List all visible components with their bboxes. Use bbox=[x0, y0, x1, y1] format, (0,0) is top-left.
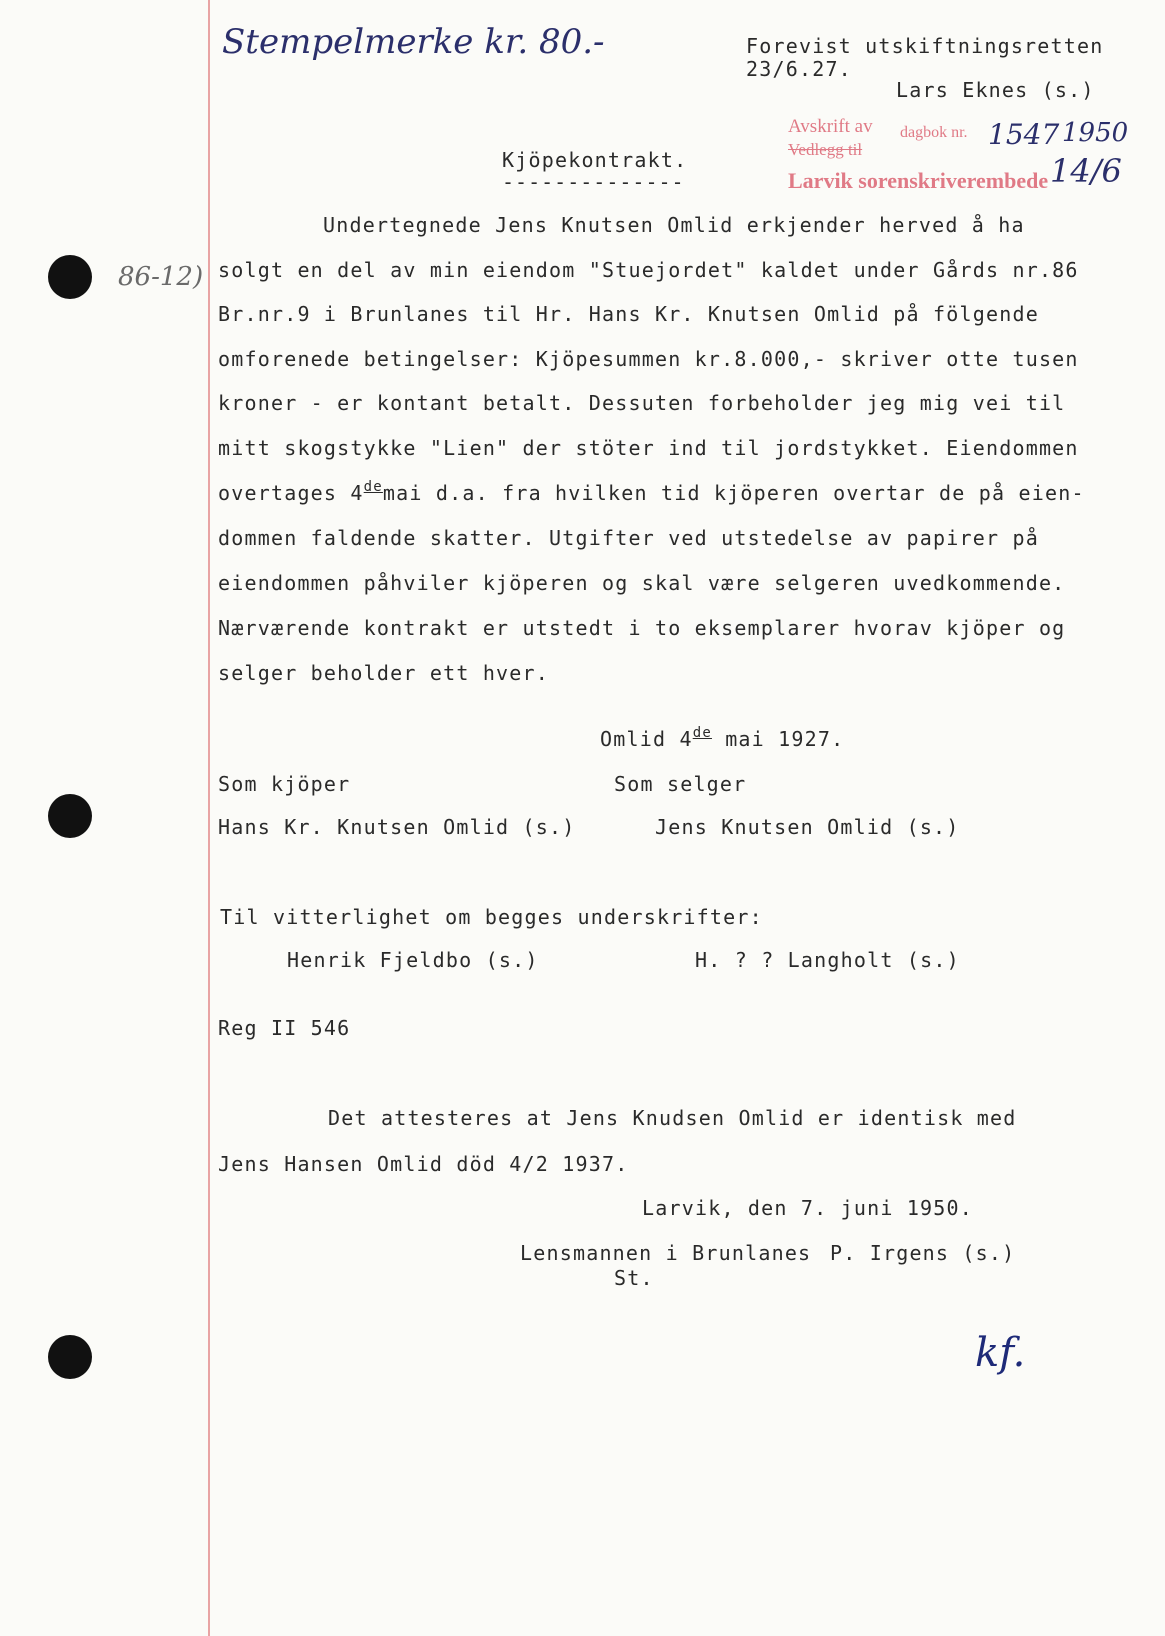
stamp-date: 14/6 bbox=[1050, 152, 1122, 190]
punch-hole-middle bbox=[48, 794, 92, 838]
body-line-10: Nærværende kontrakt er utstedt i to eksemplarer hvorav kjöper og bbox=[218, 616, 1066, 640]
body-line-9: eiendommen påhviler kjöperen og skal være selgeren uvedkommende. bbox=[218, 571, 1066, 595]
body-line-5: kroner - er kontant betalt. Dessuten forbeholder jeg mig vei til bbox=[218, 391, 1066, 415]
seller-name: Jens Knutsen Omlid (s.) bbox=[655, 815, 960, 839]
stamp-vedlegg-til: Vedlegg til bbox=[788, 140, 863, 159]
body-line-6: mitt skogstykke "Lien" der stöter ind til jordstykket. Eiendommen bbox=[218, 436, 1079, 460]
body-line-11: selger beholder ett hver. bbox=[218, 661, 550, 685]
lensmann: Lensmannen i Brunlanes bbox=[520, 1241, 812, 1265]
stamp-year: 1950 bbox=[1062, 118, 1129, 148]
registration: Reg II 546 bbox=[218, 1016, 351, 1040]
stamp-dagbok-number: 1547 bbox=[988, 118, 1060, 151]
body-line-2: solgt en del av min eiendom "Stuejordet" kaldet under Gårds nr.86 bbox=[218, 258, 1079, 282]
witness-label: Til vitterlighet om begges underskrifter: bbox=[220, 905, 763, 929]
document-title: Kjöpekontrakt. bbox=[502, 148, 688, 172]
witness-1: Henrik Fjeldbo (s.) bbox=[287, 948, 539, 972]
body-line-3: Br.nr.9 i Brunlanes til Hr. Hans Kr. Knutsen Omlid på fölgende bbox=[218, 302, 1039, 326]
lensmann-signature: P. Irgens (s.) bbox=[830, 1241, 1016, 1265]
margin-rule bbox=[208, 0, 210, 1636]
st-abbrev: St. bbox=[614, 1266, 654, 1290]
margin-note: 86-12) bbox=[118, 262, 204, 292]
punch-hole-top bbox=[48, 255, 92, 299]
forevist-line-2: 23/6.27. bbox=[746, 57, 852, 81]
punch-hole-bottom bbox=[48, 1335, 92, 1379]
forevist-name: Lars Eknes (s.) bbox=[896, 78, 1095, 102]
body-line-7: overtages 4demai d.a. fra hvilken tid kjöperen overtar de på eien- bbox=[218, 479, 1085, 505]
body-line-1: Undertegnede Jens Knutsen Omlid erkjender herved å ha bbox=[323, 213, 1025, 237]
attest-line-2: Jens Hansen Omlid död 4/2 1937. bbox=[218, 1152, 629, 1176]
place-date: Omlid 4de mai 1927. bbox=[600, 725, 845, 751]
buyer-name: Hans Kr. Knutsen Omlid (s.) bbox=[218, 815, 576, 839]
body-line-8: dommen faldende skatter. Utgifter ved utstedelse av papirer på bbox=[218, 526, 1039, 550]
attest-line-1: Det attesteres at Jens Knudsen Omlid er identisk med bbox=[328, 1106, 1017, 1130]
initials-signature: kf. bbox=[975, 1330, 1026, 1376]
attest-place-date: Larvik, den 7. juni 1950. bbox=[642, 1196, 974, 1220]
forevist-line-1: Forevist utskiftningsretten bbox=[746, 34, 1104, 58]
witness-2: H. ? ? Langholt (s.) bbox=[695, 948, 960, 972]
stamp-office: Larvik sorenskriverembede bbox=[788, 168, 1049, 193]
handwritten-stamp-note: Stempelmerke kr. 80.- bbox=[222, 22, 605, 62]
body-line-4: omforenede betingelser: Kjöpesummen kr.8.000,- skriver otte tusen bbox=[218, 347, 1079, 371]
buyer-label: Som kjöper bbox=[218, 772, 351, 796]
title-underline: -------------- bbox=[502, 170, 685, 194]
stamp-avskrift-av: Avskrift av bbox=[788, 116, 873, 137]
seller-label: Som selger bbox=[614, 772, 747, 796]
stamp-dagbok-label: dagbok nr. bbox=[900, 124, 968, 141]
